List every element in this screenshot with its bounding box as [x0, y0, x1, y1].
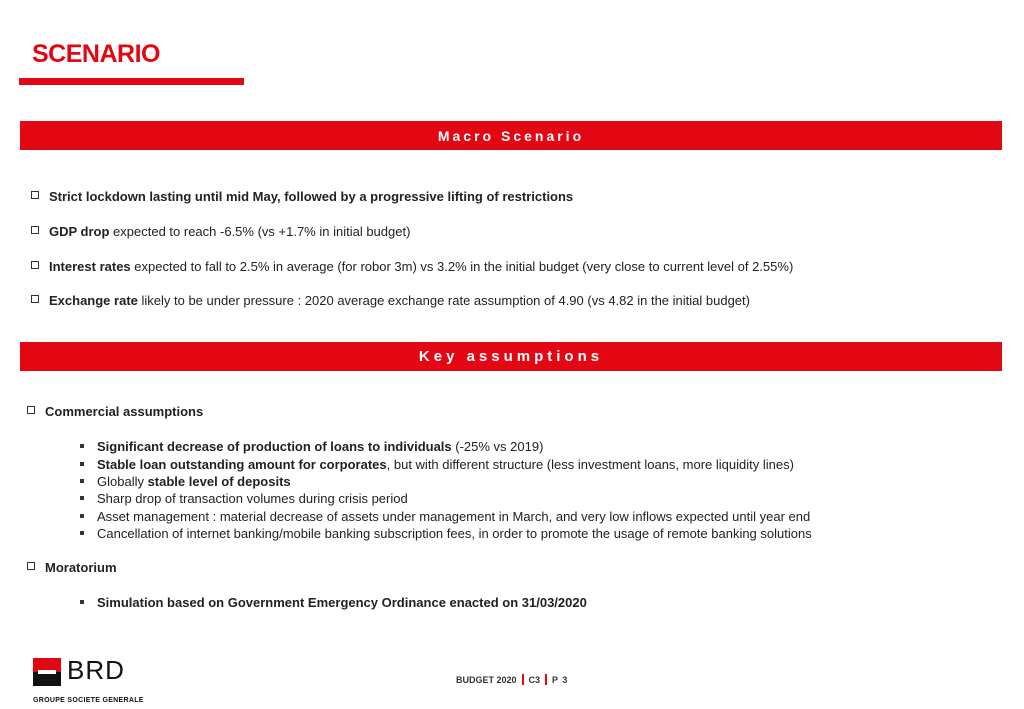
title-underline: [19, 78, 244, 85]
macro-item-gdp: [31, 224, 410, 240]
checkbox-bullet-icon: [31, 295, 39, 303]
key-assumptions-header-text: Key assumptions: [418, 348, 604, 365]
commercial-item: Globally stable level of deposits: [80, 473, 291, 490]
square-bullet-icon: [80, 462, 84, 466]
footer-doc: BUDGET 2020: [456, 674, 517, 685]
checkbox-bullet-icon: [31, 191, 39, 199]
macro-item-text: expected to fall to 2.5% in average (for robor 3m) vs 3.2% in the initial budget (very close to current level of 2.55%): [130, 259, 794, 274]
macro-item-lockdown: [31, 189, 573, 205]
moratorium-label: Moratorium: [45, 560, 117, 575]
checkbox-bullet-icon: [27, 406, 35, 414]
page-title: SCENARIO: [32, 40, 160, 68]
macro-item-bold: GDP drop: [49, 224, 110, 239]
footer-page-number: P 3: [552, 674, 569, 685]
macro-item-bold: Strict lockdown lasting until mid May, followed by a progressive lifting of restrictions: [49, 189, 574, 204]
commercial-item: Significant decrease of production of loans to individuals (-25% vs 2019): [80, 438, 543, 455]
square-bullet-icon: [80, 600, 84, 604]
square-bullet-icon: [80, 531, 84, 535]
macro-item-exchange-rate: [31, 293, 750, 309]
checkbox-bullet-icon: [31, 226, 39, 234]
macro-item-interest-rates: [31, 259, 793, 275]
macro-item-bold: Interest rates: [49, 259, 131, 274]
moratorium-heading: [27, 560, 117, 576]
macro-scenario-header: [20, 121, 1002, 150]
square-bullet-icon: [80, 496, 84, 500]
checkbox-bullet-icon: [31, 261, 39, 269]
commercial-assumptions-label: Commercial assumptions: [45, 404, 204, 419]
key-assumptions-header: [20, 342, 1002, 371]
footer-separator: [522, 674, 524, 685]
macro-item-text: expected to reach -6.5% (vs +1.7% in initial budget): [109, 224, 411, 239]
commercial-item: Asset management : material decrease of assets under management in March, and very low inflows expected until year end: [80, 508, 810, 525]
macro-item-text: likely to be under pressure : 2020 average exchange rate assumption of 4.90 (vs 4.82 in the initial budget): [137, 293, 750, 308]
commercial-item: Sharp drop of transaction volumes during crisis period: [80, 490, 408, 507]
footer-section: C3: [528, 674, 541, 685]
square-bullet-icon: [80, 514, 84, 518]
logo-subtitle: GROUPE SOCIETE GENERALE: [33, 697, 144, 704]
logo-name: BRD: [67, 655, 125, 685]
commercial-assumptions-heading: [27, 404, 203, 420]
macro-scenario-header-text: Macro Scenario: [437, 127, 585, 144]
moratorium-item: Simulation based on Government Emergency Ordinance enacted on 31/03/2020: [80, 594, 587, 611]
checkbox-bullet-icon: [27, 562, 35, 570]
footer-separator: [545, 674, 547, 685]
square-bullet-icon: [80, 444, 84, 448]
macro-item-bold: Exchange rate: [49, 293, 138, 308]
footer-reference: [456, 674, 568, 685]
commercial-item: Stable loan outstanding amount for corporates, but with different structure (less investment loans, more liquidity lines): [80, 456, 794, 473]
commercial-item: Cancellation of internet banking/mobile banking subscription fees, in order to promote the usage of remote banking solutions: [80, 525, 812, 542]
square-bullet-icon: [80, 479, 84, 483]
brd-logo-icon: [33, 658, 61, 686]
